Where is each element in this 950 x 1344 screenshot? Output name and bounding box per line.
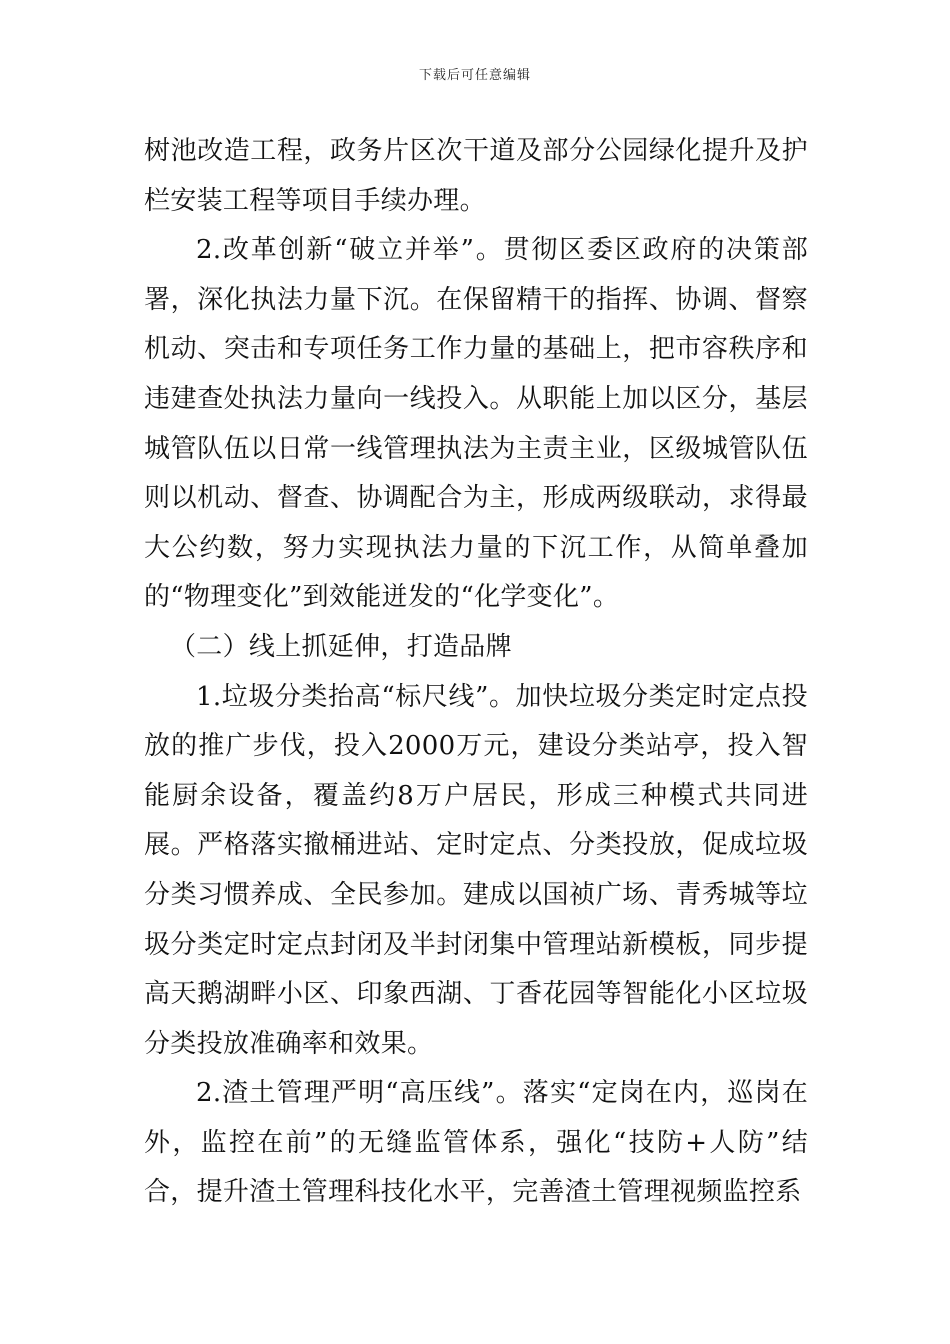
document-body	[144, 127, 808, 1218]
paragraph-reform-innovation: 2.改革创新“破立并举”。贯彻区委区政府的决策部署，深化执法力量下沉。在保留精干的指挥、协调、督察机动、突击和专项任务工作力量的基础上，把市容秩序和违建查处执法力量向一线投入。从职能上加以区分，基层城管队伍以日常一线管理执法为主责主业，区级城管队伍则以机动、督查、协调配合为主，形成两级联动，求得最大公约数，努力实现执法力量的下沉工作，从简单叠加的“物理变化”到效能迸发的“化学变化”。	[144, 235, 808, 613]
paragraph-continuation: 树池改造工程，政务片区次干道及部分公园绿化提升及护栏安装工程等项目手续办理。	[144, 136, 808, 216]
paragraph-muck-management: 2.渣土管理严明“高压线”。落实“定岗在内，巡岗在外，监控在前”的无缝监管体系，强化“技防+人防”结合，提升渣土管理科技化水平，完善渣土管理视频监控系	[144, 1078, 808, 1208]
paragraph-garbage-sorting: 1.垃圾分类抬高“标尺线”。加快垃圾分类定时定点投放的推广步伐，投入2000万元，建设分类站亭，投入智能厨余设备，覆盖约8万户居民，形成三种模式共同进展。严格落实撤桶进站、定时定点、分类投放，促成垃圾分类习惯养成、全民参加。建成以国祯广场、青秀城等垃圾分类定时定点封闭及半封闭集中管理站新模板，同步提高天鹅湖畔小区、印象西湖、丁香花园等智能化小区垃圾分类投放准确率和效果。	[144, 681, 808, 1059]
page-header-note: 下载后可任意编辑	[418, 68, 531, 83]
section-heading-online-extension: （二）线上抓延伸，打造品牌	[170, 631, 512, 662]
